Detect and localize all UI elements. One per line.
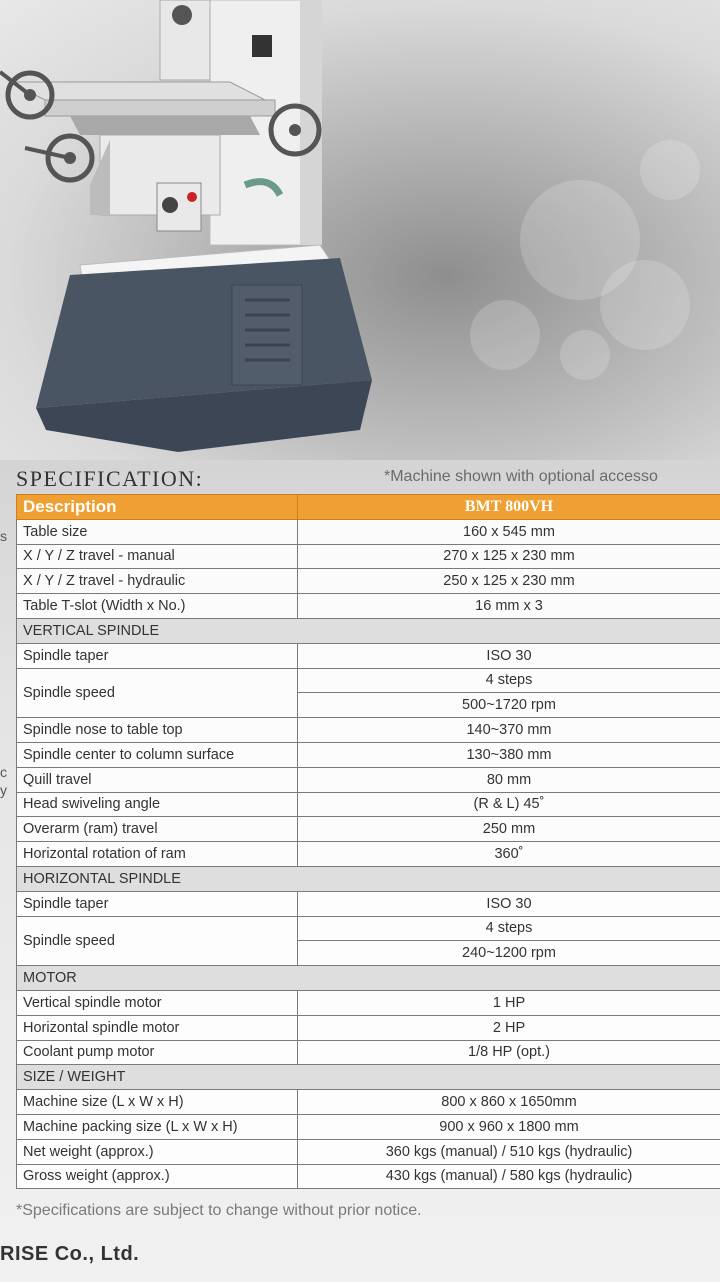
- description-header: Description: [17, 495, 298, 520]
- section-heading: VERTICAL SPINDLE: [17, 618, 720, 643]
- disclaimer-note: *Specifications are subject to change without prior notice.: [16, 1202, 422, 1219]
- side-fragment-char: s: [0, 528, 7, 544]
- table-row: [17, 1164, 720, 1189]
- spec-value: 140~370 mm: [298, 718, 720, 743]
- table-row: [17, 742, 720, 767]
- spec-label: Vertical spindle motor: [17, 990, 298, 1015]
- spec-value: 1/8 HP (opt.): [298, 1040, 720, 1065]
- table-row: [17, 1015, 720, 1040]
- table-header-row: [17, 495, 720, 520]
- spec-label: Spindle center to column surface: [17, 742, 298, 767]
- table-row: [17, 842, 720, 867]
- spec-label: X / Y / Z travel - hydraulic: [17, 569, 298, 594]
- spec-label: Machine packing size (L x W x H): [17, 1114, 298, 1139]
- section-heading: HORIZONTAL SPINDLE: [17, 866, 720, 891]
- milling-machine-illustration: [0, 0, 400, 460]
- spec-value: ISO 30: [298, 643, 720, 668]
- side-fragment-char: c: [0, 764, 7, 780]
- spec-label: Spindle taper: [17, 643, 298, 668]
- spec-value: 80 mm: [298, 767, 720, 792]
- table-row: [17, 569, 720, 594]
- spec-label: Spindle nose to table top: [17, 718, 298, 743]
- spec-value: 160 x 545 mm: [298, 519, 720, 544]
- table-row: [17, 1139, 720, 1164]
- spec-value: 250 mm: [298, 817, 720, 842]
- spec-value: ISO 30: [298, 891, 720, 916]
- table-row: [17, 643, 720, 668]
- spec-label: Quill travel: [17, 767, 298, 792]
- spec-value: 1 HP: [298, 990, 720, 1015]
- spec-value: 360 kgs (manual) / 510 kgs (hydraulic): [298, 1139, 720, 1164]
- spec-value: 900 x 960 x 1800 mm: [298, 1114, 720, 1139]
- table-row: [17, 519, 720, 544]
- spec-label: Head swiveling angle: [17, 792, 298, 817]
- specification-heading: SPECIFICATION:: [16, 466, 204, 491]
- spec-value: 2 HP: [298, 1015, 720, 1040]
- spec-value: 800 x 860 x 1650mm: [298, 1090, 720, 1115]
- table-row: [17, 792, 720, 817]
- specification-table: [16, 494, 720, 1189]
- section-heading: MOTOR: [17, 966, 720, 991]
- spec-value: 16 mm x 3: [298, 594, 720, 619]
- spec-label: Horizontal spindle motor: [17, 1015, 298, 1040]
- table-row: [17, 1040, 720, 1065]
- spec-value: 240~1200 rpm: [298, 941, 720, 966]
- spec-value: 500~1720 rpm: [298, 693, 720, 718]
- table-row: [17, 1114, 720, 1139]
- spec-label: X / Y / Z travel - manual: [17, 544, 298, 569]
- table-row: [17, 990, 720, 1015]
- table-row: [17, 718, 720, 743]
- accessory-note: *Machine shown with optional accesso: [384, 468, 658, 485]
- spec-label: Net weight (approx.): [17, 1139, 298, 1164]
- spec-label: Overarm (ram) travel: [17, 817, 298, 842]
- table-row: [17, 817, 720, 842]
- spec-value: 430 kgs (manual) / 580 kgs (hydraulic): [298, 1164, 720, 1189]
- model-header: BMT 800VH: [298, 495, 720, 520]
- spec-label: Spindle taper: [17, 891, 298, 916]
- spec-label: Machine size (L x W x H): [17, 1090, 298, 1115]
- table-row: [17, 544, 720, 569]
- side-fragment-char: y: [0, 782, 7, 798]
- spec-value: 270 x 125 x 230 mm: [298, 544, 720, 569]
- spec-label: Spindle speed: [17, 668, 298, 718]
- section-row: [17, 966, 720, 991]
- spec-label: Spindle speed: [17, 916, 298, 966]
- table-row: [17, 891, 720, 916]
- section-heading: SIZE / WEIGHT: [17, 1065, 720, 1090]
- spec-label: Gross weight (approx.): [17, 1164, 298, 1189]
- hero-image: [0, 0, 720, 460]
- section-row: [17, 866, 720, 891]
- table-row: [17, 1090, 720, 1115]
- company-name: RISE Co., Ltd.: [0, 1243, 140, 1265]
- spec-label: Coolant pump motor: [17, 1040, 298, 1065]
- spec-label: Horizontal rotation of ram: [17, 842, 298, 867]
- spec-value: 360˚: [298, 842, 720, 867]
- table-row: [17, 916, 720, 941]
- spec-value: (R & L) 45˚: [298, 792, 720, 817]
- spec-value: 130~380 mm: [298, 742, 720, 767]
- section-row: [17, 618, 720, 643]
- spec-value: 4 steps: [298, 668, 720, 693]
- spec-label: Table T-slot (Width x No.): [17, 594, 298, 619]
- table-row: [17, 594, 720, 619]
- spec-value: 250 x 125 x 230 mm: [298, 569, 720, 594]
- table-row: [17, 668, 720, 693]
- table-row: [17, 767, 720, 792]
- section-row: [17, 1065, 720, 1090]
- spec-label: Table size: [17, 519, 298, 544]
- spec-value: 4 steps: [298, 916, 720, 941]
